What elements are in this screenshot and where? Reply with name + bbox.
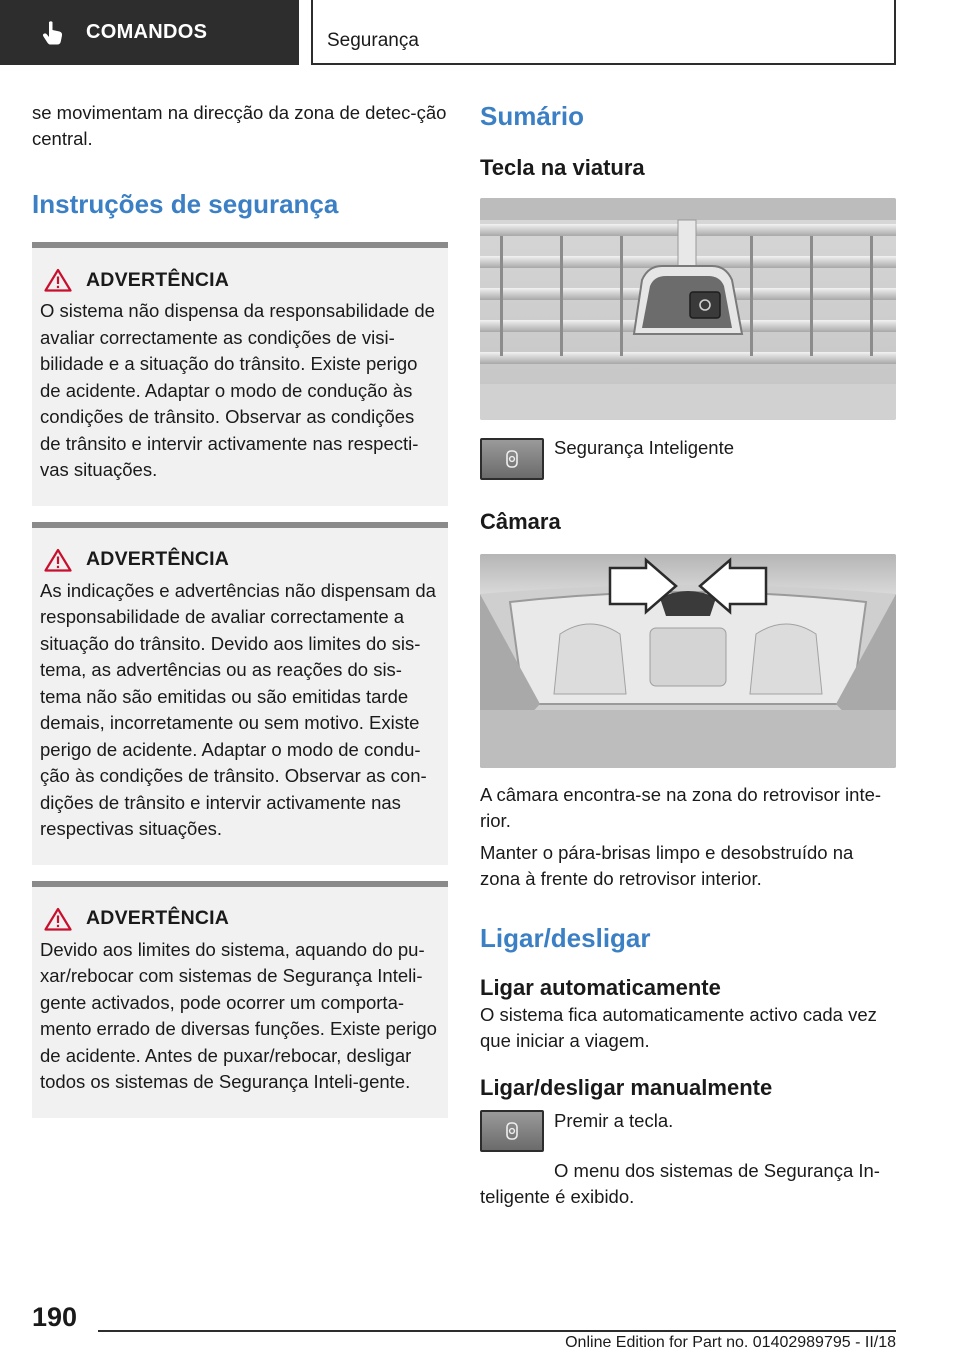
warning-box bbox=[32, 242, 448, 506]
vehicle-button-photo bbox=[480, 198, 896, 420]
warning-title: ADVERTÊNCIA bbox=[86, 268, 230, 291]
camera-subtitle: Câmara bbox=[480, 509, 561, 534]
on-off-title: Ligar/desligar bbox=[480, 923, 651, 953]
hand-pointer-icon bbox=[40, 20, 66, 46]
chapter-header bbox=[311, 0, 896, 65]
warning-box bbox=[32, 522, 448, 865]
warning-text: As indicações e advertências não dispensam da responsabilidade de avaliar correctamente a situação do trânsito. Devido aos limites do sis-tema, as advertências ou as reações do sis-tema não são emitidas ou são emitidas tarde demais, incorretamente ou sem motivo. Existe perigo de acidente. Adaptar o modo de condu-ção às condições de trânsito. Observar as con-dições de trânsito e intervir activamente nas respectivas situações. bbox=[40, 579, 436, 839]
manual-title: Ligar/desligar manualmente bbox=[480, 1075, 773, 1100]
right-column bbox=[480, 100, 896, 1210]
button-caption: Segurança Inteligente bbox=[554, 437, 734, 458]
section-label: COMANDOS bbox=[86, 21, 208, 43]
manual-step bbox=[480, 1110, 896, 1152]
section-tab bbox=[0, 0, 299, 65]
auto-title: Ligar automaticamente bbox=[480, 975, 721, 1000]
warning-title: ADVERTÊNCIA bbox=[86, 548, 230, 570]
auto-text: O sistema fica automaticamente activo cada vez que iniciar a viagem. bbox=[480, 1004, 877, 1051]
manual-step-2: O menu dos sistemas de Segurança In-teligente é exibido. bbox=[480, 1160, 880, 1207]
section-title: Instruções de segurança bbox=[32, 189, 339, 219]
chapter-label: Segurança bbox=[327, 30, 419, 51]
button-legend bbox=[480, 438, 896, 480]
page-number: 190 bbox=[32, 1302, 78, 1332]
camera-text-1: A câmara encontra-se na zona do retrovisor inte-rior. bbox=[480, 784, 882, 831]
left-column bbox=[32, 100, 448, 1134]
manual-step-1: Premir a tecla. bbox=[554, 1110, 674, 1131]
summary-title: Sumário bbox=[480, 101, 585, 131]
footer-rule bbox=[98, 1330, 896, 1332]
safety-assist-icon bbox=[501, 448, 523, 470]
camera-interior-photo bbox=[480, 554, 896, 768]
safety-button-manual[interactable] bbox=[480, 1110, 544, 1152]
warning-title: ADVERTÊNCIA bbox=[86, 907, 230, 929]
camera-text-2: Manter o pára-brisas limpo e desobstruído na zona à frente do retrovisor interior. bbox=[480, 842, 854, 889]
safety-assist-icon bbox=[501, 1120, 523, 1142]
warning-triangle-icon bbox=[44, 907, 72, 931]
warning-text: Devido aos limites do sistema, aquando do pu-xar/rebocar com sistemas de Segurança Inteli-gente activados, pode ocorrer um comporta-mento errado de diversas funções. Existe perigo de acidente. Antes de puxar/rebocar, desligar todos os sistemas de Segurança Inteli-gente. bbox=[40, 938, 437, 1092]
safety-button[interactable] bbox=[480, 438, 544, 480]
warning-triangle-icon bbox=[44, 548, 72, 572]
warning-triangle-icon bbox=[44, 268, 72, 292]
warning-text: O sistema não dispensa da responsabilidade de avaliar correctamente as condições de visi-bilidade e a situação do trânsito. Existe perigo de acidente. Adaptar o modo de condução às condições de trânsito. Observar as condições de trânsito e intervir activamente nas respecti-vas situações. bbox=[40, 300, 435, 480]
warning-box bbox=[32, 881, 448, 1118]
edition-text: Online Edition for Part no. 01402989795 - II/18 bbox=[565, 1334, 896, 1351]
intro-text: se movimentam na direcção da zona de detec-ção central. bbox=[32, 102, 447, 149]
key-subtitle: Tecla na viatura bbox=[480, 155, 645, 180]
